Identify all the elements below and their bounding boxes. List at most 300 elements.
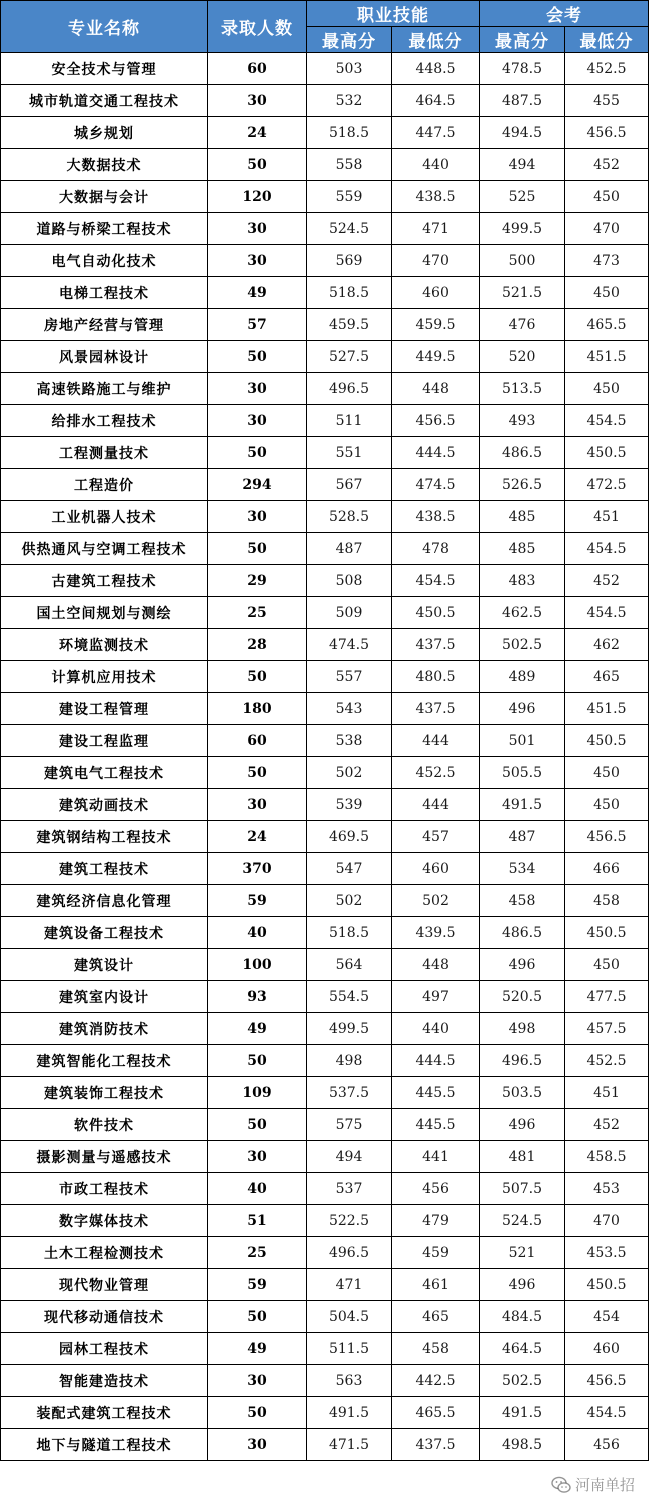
major-name-cell: 工程造价	[1, 469, 208, 501]
major-name-cell: 电气自动化技术	[1, 245, 208, 277]
vocational-max-cell: 567	[307, 469, 392, 501]
vocational-min-cell: 450.5	[392, 597, 480, 629]
major-name-cell: 大数据与会计	[1, 181, 208, 213]
exam-min-cell: 460	[565, 1333, 649, 1365]
major-name-cell: 建筑装饰工程技术	[1, 1077, 208, 1109]
vocational-max-cell: 522.5	[307, 1205, 392, 1237]
exam-min-cell: 450.5	[565, 437, 649, 469]
watermark-text: 河南单招	[574, 1476, 635, 1494]
major-name-cell: 给排水工程技术	[1, 405, 208, 437]
exam-min-cell: 452	[565, 565, 649, 597]
vocational-max-cell: 528.5	[307, 501, 392, 533]
header-admitted-count: 录取人数	[208, 1, 307, 53]
exam-max-cell: 524.5	[480, 1205, 565, 1237]
major-name-cell: 工程测量技术	[1, 437, 208, 469]
vocational-min-cell: 447.5	[392, 117, 480, 149]
exam-max-cell: 487.5	[480, 85, 565, 117]
admitted-count-cell: 24	[208, 117, 307, 149]
exam-max-cell: 494.5	[480, 117, 565, 149]
exam-min-cell: 454.5	[565, 1397, 649, 1429]
major-name-cell: 城市轨道交通工程技术	[1, 85, 208, 117]
vocational-min-cell: 460	[392, 853, 480, 885]
admitted-count-cell: 51	[208, 1205, 307, 1237]
exam-min-cell: 451.5	[565, 693, 649, 725]
exam-max-cell: 520.5	[480, 981, 565, 1013]
exam-max-cell: 513.5	[480, 373, 565, 405]
major-name-cell: 电梯工程技术	[1, 277, 208, 309]
major-name-cell: 建设工程管理	[1, 693, 208, 725]
vocational-min-cell: 444.5	[392, 437, 480, 469]
vocational-max-cell: 502	[307, 885, 392, 917]
table-row	[1, 1301, 649, 1333]
vocational-min-cell: 445.5	[392, 1077, 480, 1109]
table-row	[1, 373, 649, 405]
exam-min-cell: 452	[565, 149, 649, 181]
exam-max-cell: 502.5	[480, 629, 565, 661]
header-group-vocational: 职业技能	[307, 1, 480, 27]
admitted-count-cell: 59	[208, 1269, 307, 1301]
table-row	[1, 789, 649, 821]
table-row	[1, 629, 649, 661]
exam-max-cell: 481	[480, 1141, 565, 1173]
exam-max-cell: 526.5	[480, 469, 565, 501]
exam-min-cell: 454.5	[565, 533, 649, 565]
table-row	[1, 117, 649, 149]
major-name-cell: 市政工程技术	[1, 1173, 208, 1205]
vocational-max-cell: 551	[307, 437, 392, 469]
table-row	[1, 437, 649, 469]
major-name-cell: 道路与桥梁工程技术	[1, 213, 208, 245]
vocational-max-cell: 538	[307, 725, 392, 757]
admitted-count-cell: 40	[208, 917, 307, 949]
vocational-max-cell: 459.5	[307, 309, 392, 341]
exam-min-cell: 453.5	[565, 1237, 649, 1269]
table-body	[1, 53, 649, 1461]
table-row	[1, 53, 649, 85]
exam-max-cell: 491.5	[480, 1397, 565, 1429]
major-name-cell: 建筑电气工程技术	[1, 757, 208, 789]
admitted-count-cell: 49	[208, 1333, 307, 1365]
admitted-count-cell: 50	[208, 149, 307, 181]
admitted-count-cell: 50	[208, 661, 307, 693]
exam-min-cell: 451	[565, 1077, 649, 1109]
exam-min-cell: 450	[565, 181, 649, 213]
major-name-cell: 建筑室内设计	[1, 981, 208, 1013]
table-row	[1, 725, 649, 757]
table-row	[1, 1429, 649, 1461]
vocational-max-cell: 575	[307, 1109, 392, 1141]
admitted-count-cell: 59	[208, 885, 307, 917]
header-vocational-max: 最高分	[307, 27, 392, 53]
exam-max-cell: 485	[480, 533, 565, 565]
exam-max-cell: 520	[480, 341, 565, 373]
table-row	[1, 917, 649, 949]
exam-min-cell: 454.5	[565, 597, 649, 629]
vocational-max-cell: 557	[307, 661, 392, 693]
exam-max-cell: 503.5	[480, 1077, 565, 1109]
major-name-cell: 地下与隧道工程技术	[1, 1429, 208, 1461]
vocational-max-cell: 508	[307, 565, 392, 597]
exam-min-cell: 456.5	[565, 117, 649, 149]
table-row	[1, 1013, 649, 1045]
vocational-min-cell: 474.5	[392, 469, 480, 501]
vocational-min-cell: 480.5	[392, 661, 480, 693]
vocational-max-cell: 491.5	[307, 1397, 392, 1429]
vocational-min-cell: 452.5	[392, 757, 480, 789]
vocational-max-cell: 471	[307, 1269, 392, 1301]
vocational-min-cell: 460	[392, 277, 480, 309]
exam-max-cell: 525	[480, 181, 565, 213]
major-name-cell: 高速铁路施工与维护	[1, 373, 208, 405]
table-row	[1, 1237, 649, 1269]
exam-max-cell: 505.5	[480, 757, 565, 789]
vocational-max-cell: 558	[307, 149, 392, 181]
vocational-max-cell: 474.5	[307, 629, 392, 661]
header-exam-min: 最低分	[565, 27, 649, 53]
exam-max-cell: 478.5	[480, 53, 565, 85]
header-exam-max: 最高分	[480, 27, 565, 53]
vocational-min-cell: 461	[392, 1269, 480, 1301]
major-name-cell: 城乡规划	[1, 117, 208, 149]
exam-min-cell: 456	[565, 1429, 649, 1461]
exam-max-cell: 498.5	[480, 1429, 565, 1461]
vocational-min-cell: 437.5	[392, 1429, 480, 1461]
admitted-count-cell: 60	[208, 53, 307, 85]
vocational-min-cell: 437.5	[392, 693, 480, 725]
table-row	[1, 1365, 649, 1397]
exam-min-cell: 452.5	[565, 1045, 649, 1077]
exam-max-cell: 496	[480, 693, 565, 725]
table-row	[1, 693, 649, 725]
table-row	[1, 341, 649, 373]
vocational-min-cell: 438.5	[392, 181, 480, 213]
header-major-name: 专业名称	[1, 1, 208, 53]
vocational-min-cell: 465	[392, 1301, 480, 1333]
vocational-max-cell: 564	[307, 949, 392, 981]
major-name-cell: 建设工程监理	[1, 725, 208, 757]
exam-min-cell: 452	[565, 1109, 649, 1141]
vocational-min-cell: 459.5	[392, 309, 480, 341]
exam-max-cell: 476	[480, 309, 565, 341]
exam-max-cell: 491.5	[480, 789, 565, 821]
admitted-count-cell: 30	[208, 501, 307, 533]
admitted-count-cell: 30	[208, 1141, 307, 1173]
exam-min-cell: 470	[565, 1205, 649, 1237]
vocational-max-cell: 527.5	[307, 341, 392, 373]
exam-min-cell: 454.5	[565, 405, 649, 437]
exam-max-cell: 485	[480, 501, 565, 533]
exam-max-cell: 521	[480, 1237, 565, 1269]
major-name-cell: 园林工程技术	[1, 1333, 208, 1365]
table-row	[1, 309, 649, 341]
exam-max-cell: 534	[480, 853, 565, 885]
admitted-count-cell: 180	[208, 693, 307, 725]
vocational-min-cell: 441	[392, 1141, 480, 1173]
vocational-max-cell: 524.5	[307, 213, 392, 245]
table-row	[1, 213, 649, 245]
table-row	[1, 1397, 649, 1429]
vocational-max-cell: 569	[307, 245, 392, 277]
admitted-count-cell: 24	[208, 821, 307, 853]
admitted-count-cell: 294	[208, 469, 307, 501]
major-name-cell: 风景园林设计	[1, 341, 208, 373]
table-header	[1, 1, 649, 53]
exam-min-cell: 450	[565, 277, 649, 309]
vocational-min-cell: 465.5	[392, 1397, 480, 1429]
major-name-cell: 计算机应用技术	[1, 661, 208, 693]
exam-min-cell: 462	[565, 629, 649, 661]
table-row	[1, 245, 649, 277]
major-name-cell: 建筑经济信息化管理	[1, 885, 208, 917]
exam-max-cell: 493	[480, 405, 565, 437]
table-row	[1, 501, 649, 533]
exam-min-cell: 465.5	[565, 309, 649, 341]
exam-min-cell: 450	[565, 789, 649, 821]
exam-max-cell: 486.5	[480, 437, 565, 469]
vocational-min-cell: 478	[392, 533, 480, 565]
table-row	[1, 661, 649, 693]
admitted-count-cell: 49	[208, 1013, 307, 1045]
exam-max-cell: 501	[480, 725, 565, 757]
exam-min-cell: 456.5	[565, 1365, 649, 1397]
table-row	[1, 1109, 649, 1141]
vocational-min-cell: 444.5	[392, 1045, 480, 1077]
exam-min-cell: 456.5	[565, 821, 649, 853]
exam-min-cell: 452.5	[565, 53, 649, 85]
exam-max-cell: 484.5	[480, 1301, 565, 1333]
vocational-min-cell: 448	[392, 949, 480, 981]
exam-max-cell: 464.5	[480, 1333, 565, 1365]
exam-min-cell: 465	[565, 661, 649, 693]
exam-min-cell: 472.5	[565, 469, 649, 501]
admitted-count-cell: 30	[208, 789, 307, 821]
major-name-cell: 现代移动通信技术	[1, 1301, 208, 1333]
major-name-cell: 供热通风与空调工程技术	[1, 533, 208, 565]
exam-max-cell: 483	[480, 565, 565, 597]
table-row	[1, 533, 649, 565]
major-name-cell: 房地产经营与管理	[1, 309, 208, 341]
major-name-cell: 软件技术	[1, 1109, 208, 1141]
vocational-max-cell: 496.5	[307, 373, 392, 405]
major-name-cell: 装配式建筑工程技术	[1, 1397, 208, 1429]
vocational-min-cell: 440	[392, 1013, 480, 1045]
admitted-count-cell: 109	[208, 1077, 307, 1109]
exam-min-cell: 450.5	[565, 917, 649, 949]
table-row	[1, 565, 649, 597]
admitted-count-cell: 100	[208, 949, 307, 981]
admitted-count-cell: 28	[208, 629, 307, 661]
major-name-cell: 工业机器人技术	[1, 501, 208, 533]
exam-min-cell: 458.5	[565, 1141, 649, 1173]
exam-max-cell: 507.5	[480, 1173, 565, 1205]
vocational-min-cell: 470	[392, 245, 480, 277]
vocational-min-cell: 471	[392, 213, 480, 245]
table-row	[1, 1173, 649, 1205]
table-row	[1, 821, 649, 853]
table-row	[1, 597, 649, 629]
table-row	[1, 405, 649, 437]
admitted-count-cell: 30	[208, 213, 307, 245]
major-name-cell: 建筑消防技术	[1, 1013, 208, 1045]
exam-min-cell: 453	[565, 1173, 649, 1205]
exam-max-cell: 500	[480, 245, 565, 277]
vocational-min-cell: 464.5	[392, 85, 480, 117]
admitted-count-cell: 370	[208, 853, 307, 885]
exam-max-cell: 496.5	[480, 1045, 565, 1077]
exam-min-cell: 450	[565, 757, 649, 789]
exam-min-cell: 450	[565, 949, 649, 981]
vocational-min-cell: 457	[392, 821, 480, 853]
vocational-max-cell: 518.5	[307, 117, 392, 149]
vocational-max-cell: 537.5	[307, 1077, 392, 1109]
admitted-count-cell: 30	[208, 405, 307, 437]
exam-min-cell: 455	[565, 85, 649, 117]
vocational-min-cell: 437.5	[392, 629, 480, 661]
wechat-icon	[551, 1476, 571, 1494]
vocational-max-cell: 499.5	[307, 1013, 392, 1045]
major-name-cell: 建筑设备工程技术	[1, 917, 208, 949]
vocational-max-cell: 518.5	[307, 917, 392, 949]
vocational-max-cell: 511	[307, 405, 392, 437]
table-row	[1, 1045, 649, 1077]
vocational-min-cell: 444	[392, 789, 480, 821]
exam-max-cell: 496	[480, 1269, 565, 1301]
exam-min-cell: 470	[565, 213, 649, 245]
vocational-min-cell: 442.5	[392, 1365, 480, 1397]
vocational-min-cell: 445.5	[392, 1109, 480, 1141]
admitted-count-cell: 30	[208, 373, 307, 405]
table-row	[1, 885, 649, 917]
admitted-count-cell: 93	[208, 981, 307, 1013]
exam-min-cell: 457.5	[565, 1013, 649, 1045]
admitted-count-cell: 50	[208, 1397, 307, 1429]
vocational-min-cell: 449.5	[392, 341, 480, 373]
vocational-min-cell: 497	[392, 981, 480, 1013]
major-name-cell: 现代物业管理	[1, 1269, 208, 1301]
exam-max-cell: 494	[480, 149, 565, 181]
admitted-count-cell: 50	[208, 341, 307, 373]
admitted-count-cell: 30	[208, 245, 307, 277]
table-row	[1, 1205, 649, 1237]
admitted-count-cell: 29	[208, 565, 307, 597]
table-row	[1, 949, 649, 981]
vocational-min-cell: 454.5	[392, 565, 480, 597]
header-vocational-min: 最低分	[392, 27, 480, 53]
table-row	[1, 469, 649, 501]
exam-max-cell: 521.5	[480, 277, 565, 309]
admitted-count-cell: 30	[208, 1365, 307, 1397]
major-name-cell: 大数据技术	[1, 149, 208, 181]
major-name-cell: 国土空间规划与测绘	[1, 597, 208, 629]
exam-max-cell: 462.5	[480, 597, 565, 629]
watermark	[551, 1474, 635, 1495]
vocational-max-cell: 563	[307, 1365, 392, 1397]
exam-min-cell: 451	[565, 501, 649, 533]
admitted-count-cell: 50	[208, 437, 307, 469]
exam-min-cell: 473	[565, 245, 649, 277]
major-name-cell: 环境监测技术	[1, 629, 208, 661]
vocational-min-cell: 502	[392, 885, 480, 917]
vocational-max-cell: 509	[307, 597, 392, 629]
exam-min-cell: 458	[565, 885, 649, 917]
exam-max-cell: 499.5	[480, 213, 565, 245]
vocational-min-cell: 438.5	[392, 501, 480, 533]
admitted-count-cell: 49	[208, 277, 307, 309]
admitted-count-cell: 50	[208, 533, 307, 565]
major-name-cell: 智能建造技术	[1, 1365, 208, 1397]
vocational-max-cell: 539	[307, 789, 392, 821]
major-name-cell: 建筑设计	[1, 949, 208, 981]
exam-max-cell: 489	[480, 661, 565, 693]
major-name-cell: 数字媒体技术	[1, 1205, 208, 1237]
major-name-cell: 建筑工程技术	[1, 853, 208, 885]
exam-max-cell: 496	[480, 1109, 565, 1141]
vocational-max-cell: 559	[307, 181, 392, 213]
vocational-max-cell: 502	[307, 757, 392, 789]
table-row	[1, 853, 649, 885]
table-row	[1, 1333, 649, 1365]
table-row	[1, 181, 649, 213]
exam-max-cell: 496	[480, 949, 565, 981]
admitted-count-cell: 40	[208, 1173, 307, 1205]
admitted-count-cell: 25	[208, 597, 307, 629]
header-group-exam: 会考	[480, 1, 649, 27]
vocational-max-cell: 511.5	[307, 1333, 392, 1365]
table-row	[1, 85, 649, 117]
table-row	[1, 757, 649, 789]
admitted-count-cell: 60	[208, 725, 307, 757]
exam-max-cell: 486.5	[480, 917, 565, 949]
vocational-min-cell: 448.5	[392, 53, 480, 85]
admitted-count-cell: 30	[208, 85, 307, 117]
exam-min-cell: 450.5	[565, 725, 649, 757]
admitted-count-cell: 57	[208, 309, 307, 341]
table-row	[1, 149, 649, 181]
admitted-count-cell: 30	[208, 1429, 307, 1461]
vocational-min-cell: 448	[392, 373, 480, 405]
major-name-cell: 建筑动画技术	[1, 789, 208, 821]
admitted-count-cell: 120	[208, 181, 307, 213]
major-name-cell: 古建筑工程技术	[1, 565, 208, 597]
vocational-min-cell: 456.5	[392, 405, 480, 437]
vocational-max-cell: 532	[307, 85, 392, 117]
vocational-max-cell: 543	[307, 693, 392, 725]
table-row	[1, 1141, 649, 1173]
vocational-max-cell: 503	[307, 53, 392, 85]
exam-max-cell: 502.5	[480, 1365, 565, 1397]
vocational-max-cell: 518.5	[307, 277, 392, 309]
vocational-max-cell: 504.5	[307, 1301, 392, 1333]
admitted-count-cell: 50	[208, 1109, 307, 1141]
major-name-cell: 安全技术与管理	[1, 53, 208, 85]
vocational-max-cell: 469.5	[307, 821, 392, 853]
admitted-count-cell: 50	[208, 757, 307, 789]
table-row	[1, 981, 649, 1013]
exam-min-cell: 466	[565, 853, 649, 885]
vocational-max-cell: 471.5	[307, 1429, 392, 1461]
exam-min-cell: 450	[565, 373, 649, 405]
exam-min-cell: 451.5	[565, 341, 649, 373]
exam-max-cell: 498	[480, 1013, 565, 1045]
exam-min-cell: 477.5	[565, 981, 649, 1013]
vocational-max-cell: 487	[307, 533, 392, 565]
major-name-cell: 土木工程检测技术	[1, 1237, 208, 1269]
vocational-min-cell: 440	[392, 149, 480, 181]
table-row	[1, 1077, 649, 1109]
vocational-max-cell: 547	[307, 853, 392, 885]
major-name-cell: 建筑智能化工程技术	[1, 1045, 208, 1077]
vocational-max-cell: 494	[307, 1141, 392, 1173]
